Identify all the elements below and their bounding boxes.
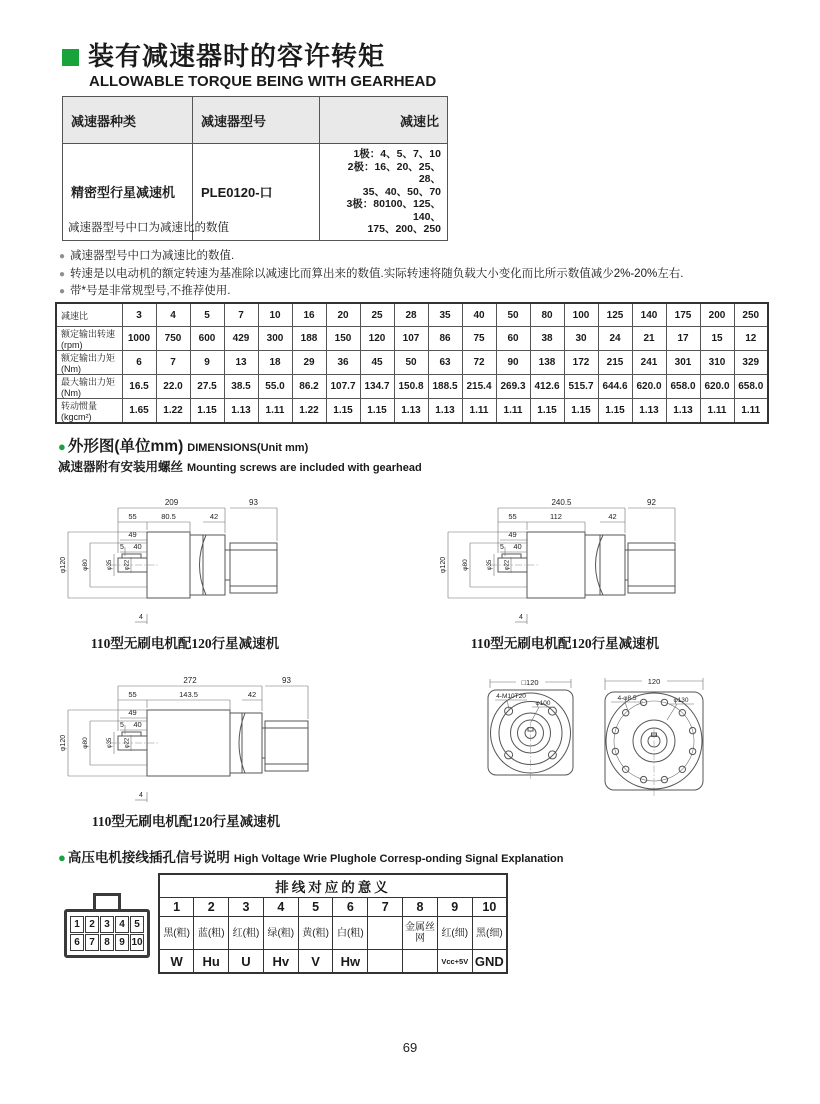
dim-body-label: 112 [550,512,562,521]
spec-cell: 1.13 [666,399,700,424]
dimensions-note [58,457,422,476]
connector-pin-row-bottom [69,934,145,951]
spec-cell: 27.5 [190,375,224,399]
spec-row-label: 减速比 [56,303,122,327]
spec-cell: 7 [224,303,258,327]
side-view-drawing [60,490,310,626]
spec-cell: 125 [598,303,632,327]
dim-front-label: 55 [128,690,137,699]
side-view-drawing [60,668,312,804]
spec-cell: 50 [496,303,530,327]
signal-wire-color: 白(粗) [333,917,368,950]
spec-row [56,399,768,424]
dim-dia-mid-label: φ80 [82,559,89,571]
flange-size-label: □120 [521,678,539,687]
spec-cell: 215 [598,351,632,375]
connector-body [64,909,150,958]
dim-dia-outer-label: φ120 [60,734,67,752]
spec-cell: 29 [292,351,326,375]
spec-cell: 134.7 [360,375,394,399]
signal-wire-color: 金属丝网 [403,917,438,950]
dim-5-label: 5 [120,722,124,729]
spec-row-label: 转动惯量(kgcm²) [56,399,122,424]
dim-49-label: 49 [128,708,137,717]
dim-body-label: 80.5 [161,512,176,521]
spec-cell: 45 [360,351,394,375]
spec-cell: 3 [122,303,156,327]
ratio-line: 35、40、50、70 [362,185,441,198]
note-bullet-icon: ● [59,286,66,297]
dim-offset-label: 4 [139,792,143,799]
signal-name [403,950,438,974]
spec-cell: 329 [734,351,768,375]
flange-holes-label: 4-M10T20 [496,693,526,700]
spec-cell: 138 [530,351,564,375]
spec-cell: 35 [428,303,462,327]
note-bullet-icon: ● [59,251,66,262]
signal-name: Vcc+5V [437,950,472,974]
spec-cell: 18 [258,351,292,375]
spec-cell: 750 [156,327,190,351]
spec-cell: 1.13 [394,399,428,424]
spec-cell: 38 [530,327,564,351]
note-text: 带*号是非常规型号,不推荐使用. [70,285,231,297]
signal-name: Hv [263,950,298,974]
spec-cell: 658.0 [734,375,768,399]
spec-cell: 269.3 [496,375,530,399]
spec-cell: 60 [496,327,530,351]
signal-wire-color: 蓝(粗) [194,917,229,950]
signal-table [158,873,508,974]
spec-cell: 1.15 [598,399,632,424]
section-square-icon [62,49,79,66]
drawing-caption: 110型无刷电机配120行星减速机 [470,636,660,651]
gearhead-col-model: 减速器型号 [193,97,320,144]
spec-cell: 90 [496,351,530,375]
spec-row-label: 最大输出力矩(Nm) [56,375,122,399]
connector-pin: 5 [130,916,144,933]
gearhead-model-cell: PLE0120-口 [193,144,320,241]
notes-list [59,248,683,301]
spec-cell: 1.15 [360,399,394,424]
connector-pin: 7 [85,934,99,951]
spec-table [55,302,769,424]
connector-pin: 10 [130,934,144,951]
spec-cell: 1.11 [734,399,768,424]
signal-heading-en: High Voltage Wrie Plughole Corresp-onding Signal Explanation [233,853,564,865]
spec-cell: 10 [258,303,292,327]
signal-name [368,950,403,974]
gearhead-table-header [63,97,448,144]
spec-cell: 30 [564,327,598,351]
dim-front-label: 55 [128,512,137,521]
dim-front-label: 55 [508,512,517,521]
connector-pin: 3 [100,916,114,933]
dim-dia-mid-label: φ80 [82,737,89,749]
spec-cell: 188.5 [428,375,462,399]
ratio-line: 175、200、250 [367,223,441,235]
spec-cell: 80 [530,303,564,327]
spec-cell: 40 [462,303,496,327]
spec-cell: 140 [632,303,666,327]
spec-row [56,375,768,399]
spec-row-label: 额定输出转速(rpm) [56,327,122,351]
spec-cell: 300 [258,327,292,351]
dim-offset-label: 4 [139,614,143,621]
spec-cell: 1.22 [292,399,326,424]
connector-pin: 9 [115,934,129,951]
dim-dia-step-label: φ35 [487,559,493,571]
spec-cell: 658.0 [666,375,700,399]
dim-total-label: 209 [164,498,179,507]
spec-cell: 38.5 [224,375,258,399]
dim-offset-label: 4 [519,614,523,621]
signal-wire-color [368,917,403,950]
spec-cell: 25 [360,303,394,327]
page-number: 69 [402,1040,418,1055]
spec-row [56,327,768,351]
dimension-drawing-3 [60,668,312,830]
signal-wire-color: 黑(粗) [159,917,194,950]
signal-name: Hu [194,950,229,974]
dim-dia-outer-label: φ120 [60,556,67,574]
side-view-drawing [440,490,690,626]
signal-name: V [298,950,333,974]
spec-cell: 1.15 [190,399,224,424]
page-title: 装有减速器时的容许转矩 [88,41,386,71]
dimension-drawing-2 [440,490,690,652]
gearhead-col-ratio: 减速比 [320,97,448,144]
note-text: 转速是以电动机的额定转速为基准除以减速比而算出来的数值.实际转速将随负载大小变化而比所示数值减少2%-20%左右. [70,267,684,280]
spec-cell: 86 [428,327,462,351]
spec-cell: 620.0 [632,375,666,399]
spec-cell: 250 [734,303,768,327]
dim-body-label: 143.5 [179,690,198,699]
signal-pin-number: 7 [368,898,403,917]
note-item [59,248,683,266]
dim-40-label: 40 [133,720,142,729]
spec-cell: 310 [700,351,734,375]
dimension-drawing-1 [60,490,310,652]
spec-cell: 107.7 [326,375,360,399]
dim-dia-step-label: φ35 [107,737,113,749]
gearhead-footnote: 减速器型号中口为减速比的数值 [68,222,229,234]
spec-cell: 107 [394,327,428,351]
signal-heading-cn: 高压电机接线插孔信号说明 [67,850,230,865]
signal-table-title: 排线对应的意义 [159,874,507,898]
signal-pin-number: 10 [472,898,507,917]
spec-cell: 100 [564,303,598,327]
gearhead-type-cell: 精密型行星减速机 [63,144,193,241]
spec-cell: 1.13 [632,399,666,424]
dimensions-heading [58,434,308,456]
spec-cell: 4 [156,303,190,327]
signal-pin-number: 6 [333,898,368,917]
green-bullet-icon: ● [58,850,66,865]
note-item [59,283,683,301]
signal-pin-number: 4 [263,898,298,917]
spec-cell: 17 [666,327,700,351]
flange-view-round [597,676,712,801]
dim-right-label: 93 [282,676,291,685]
spec-cell: 1.15 [326,399,360,424]
spec-cell: 429 [224,327,258,351]
spec-cell: 1.15 [530,399,564,424]
signal-wire-color: 绿(粗) [263,917,298,950]
dim-adapter-label: 42 [608,512,617,521]
connector-pin: 1 [70,916,84,933]
ratio-line: 2极：16、20、25、28、 [347,160,441,185]
spec-cell: 600 [190,327,224,351]
gearhead-ratio-cell [320,144,448,241]
signal-pin-number: 3 [229,898,264,917]
signal-name: U [229,950,264,974]
page-subtitle: ALLOWABLE TORQUE BEING WITH GEARHEAD [89,73,437,90]
spec-cell: 1.11 [496,399,530,424]
drawing-caption: 110型无刷电机配120行星减速机 [91,814,281,829]
signal-pin-number: 8 [403,898,438,917]
flange-size-label: 120 [647,677,661,686]
flange-circle-label: φ130 [673,697,689,704]
ratio-line: 1极：4、5、7、10 [353,148,441,160]
spec-cell: 1.65 [122,399,156,424]
flange-circle-label: φ100 [535,700,551,707]
spec-cell: 16.5 [122,375,156,399]
spec-cell: 21 [632,327,666,351]
spec-cell: 1.22 [156,399,190,424]
spec-cell: 16 [292,303,326,327]
dim-adapter-label: 42 [247,690,257,699]
note-item [59,266,683,284]
spec-cell: 1.11 [462,399,496,424]
spec-cell: 175 [666,303,700,327]
signal-wire-color: 红(细) [437,917,472,950]
signal-name: Hw [333,950,368,974]
spec-cell: 6 [122,351,156,375]
signal-name: W [159,950,194,974]
connector-pin-row-top [69,916,145,933]
spec-cell: 15 [700,327,734,351]
flange-view-square [478,676,583,801]
spec-cell: 200 [700,303,734,327]
signal-heading [58,846,563,867]
spec-cell: 1.11 [700,399,734,424]
signal-wire-color: 黄(粗) [298,917,333,950]
spec-cell: 75 [462,327,496,351]
dim-5-label: 5 [500,544,504,551]
connector-diagram [64,893,150,958]
spec-cell: 9 [190,351,224,375]
spec-cell: 241 [632,351,666,375]
dim-49-label: 49 [128,530,137,539]
dim-dia-step-label: φ35 [107,559,113,571]
spec-cell: 172 [564,351,598,375]
connector-latch-icon [93,893,121,909]
spec-cell: 215.4 [462,375,496,399]
connector-pin: 8 [100,934,114,951]
spec-cell: 188 [292,327,326,351]
dimensions-note-cn: 减速器附有安装用螺丝 [58,460,184,474]
dimensions-note-en: Mounting screws are included with gearhead [187,462,422,474]
connector-pin: 6 [70,934,84,951]
signal-pin-number: 5 [298,898,333,917]
dim-total-label: 272 [183,676,197,685]
spec-cell: 1.11 [258,399,292,424]
spec-cell: 150.8 [394,375,428,399]
spec-cell: 55.0 [258,375,292,399]
spec-cell: 620.0 [700,375,734,399]
drawing-caption: 110型无刷电机配120行星减速机 [90,636,280,651]
spec-cell: 13 [224,351,258,375]
spec-row [56,303,768,327]
dim-dia-shaft-label: φ22 [504,559,511,571]
signal-pin-number: 2 [194,898,229,917]
spec-cell: 20 [326,303,360,327]
dimensions-heading-en: DIMENSIONS(Unit mm) [187,442,309,454]
dim-total-label: 240.5 [551,498,572,507]
ratio-line: 3极：80100、125、140、 [346,198,441,223]
spec-cell: 28 [394,303,428,327]
green-bullet-icon: ● [58,439,66,454]
note-bullet-icon: ● [59,268,66,280]
title-block [62,42,436,90]
spec-cell: 36 [326,351,360,375]
flange-drawings [478,676,712,801]
spec-cell: 86.2 [292,375,326,399]
dim-5-label: 5 [120,544,124,551]
spec-cell: 120 [360,327,394,351]
spec-cell: 72 [462,351,496,375]
spec-cell: 24 [598,327,632,351]
spec-cell: 644.6 [598,375,632,399]
spec-cell: 515.7 [564,375,598,399]
dim-40-label: 40 [133,542,142,551]
spec-cell: 7 [156,351,190,375]
connector-pin: 4 [115,916,129,933]
dim-dia-shaft-label: φ22 [124,559,131,571]
spec-cell: 63 [428,351,462,375]
spec-cell: 12 [734,327,768,351]
dim-40-label: 40 [513,542,522,551]
signal-name: GND [472,950,507,974]
dim-dia-shaft-label: φ22 [124,737,131,749]
spec-cell: 301 [666,351,700,375]
signal-pin-number: 9 [437,898,472,917]
dim-adapter-label: 42 [209,512,219,521]
signal-wire-color: 黑(细) [472,917,507,950]
dim-dia-mid-label: φ80 [462,559,469,571]
spec-cell: 1.15 [564,399,598,424]
spec-cell: 50 [394,351,428,375]
dim-dia-outer-label: φ120 [440,556,447,574]
spec-row-label: 额定输出力矩(Nm) [56,351,122,375]
signal-pin-number: 1 [159,898,194,917]
dimensions-heading-cn: 外形图(单位mm) [67,438,184,455]
spec-cell: 1.13 [224,399,258,424]
dim-49-label: 49 [508,530,517,539]
signal-wire-color: 红(粗) [229,917,264,950]
gearhead-col-type: 减速器种类 [63,97,193,144]
dim-right-label: 92 [647,498,656,507]
spec-cell: 1000 [122,327,156,351]
spec-cell: 22.0 [156,375,190,399]
dim-right-label: 93 [249,498,258,507]
note-text: 减速器型号中口为减速比的数值. [70,250,235,262]
spec-row [56,351,768,375]
spec-cell: 1.13 [428,399,462,424]
spec-cell: 5 [190,303,224,327]
spec-cell: 412.6 [530,375,564,399]
flange-holes-label: 4-φ8.5 [617,695,637,702]
spec-cell: 150 [326,327,360,351]
connector-pin: 2 [85,916,99,933]
